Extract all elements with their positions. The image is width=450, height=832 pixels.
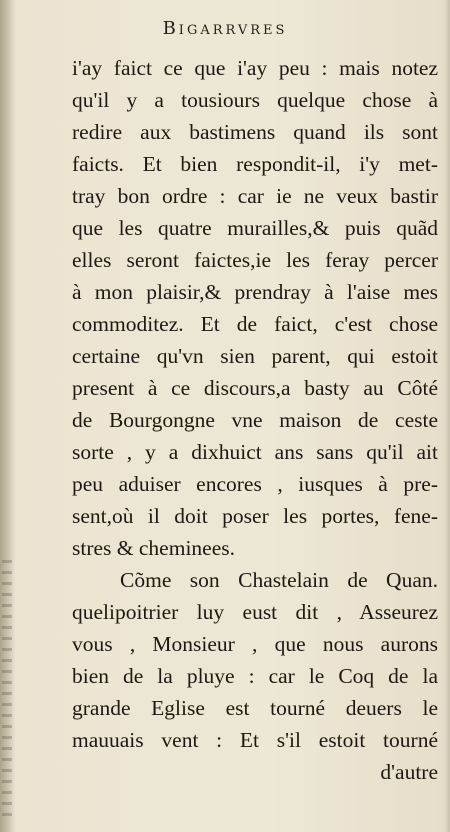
text-line: elles seront faictes,ie les feray percer bbox=[72, 248, 438, 272]
text-line: grande Eglise est tourné deuers le bbox=[72, 696, 438, 720]
text-line: tray bon ordre : car ie ne veux bastir bbox=[72, 184, 438, 208]
text-line: i'ay faict ce que i'ay peu : mais notez bbox=[72, 56, 438, 80]
body-text bbox=[72, 52, 438, 788]
text-line: Cõme son Chastelain de Quan. bbox=[120, 568, 438, 592]
page-edge-marks bbox=[2, 560, 12, 820]
text-line: peu aduiser encores , iusques à pre- bbox=[72, 472, 438, 496]
text-line: commoditez. Et de faict, c'est chose bbox=[72, 312, 438, 336]
text-line: à mon plaisir,& prendray à l'aise mes bbox=[72, 280, 438, 304]
text-line: qu'il y a tousiours quelque chose à bbox=[72, 88, 438, 112]
text-line: sorte , y a dixhuict ans sans qu'il ait bbox=[72, 440, 438, 464]
running-head: Bigarrvres bbox=[162, 18, 288, 39]
text-line: present à ce discours,a basty au Côté bbox=[72, 376, 438, 400]
page-right-edge bbox=[444, 0, 450, 832]
text-line: bien de la pluye : car le Coq de la bbox=[72, 664, 438, 688]
text-line: certaine qu'vn sien parent, qui estoit bbox=[72, 344, 438, 368]
text-line: vous , Monsieur , que nous aurons bbox=[72, 632, 438, 656]
text-line: mauuais vent : Et s'il estoit tourné bbox=[72, 728, 438, 752]
text-line: quelipoitrier luy eust dit , Asseurez bbox=[72, 600, 438, 624]
text-line: de Bourgongne vne maison de ceste bbox=[72, 408, 438, 432]
text-line: redire aux bastimens quand ils sont bbox=[72, 120, 438, 144]
text-line: faicts. Et bien respondit-il, i'y met- bbox=[72, 152, 438, 176]
text-line: sent,où il doit poser les portes, fene- bbox=[72, 504, 438, 528]
text-line: stres & cheminees. bbox=[72, 536, 235, 560]
catchword: d'autre bbox=[380, 760, 438, 784]
text-line: que les quatre murailles,& puis quãd bbox=[72, 216, 438, 240]
